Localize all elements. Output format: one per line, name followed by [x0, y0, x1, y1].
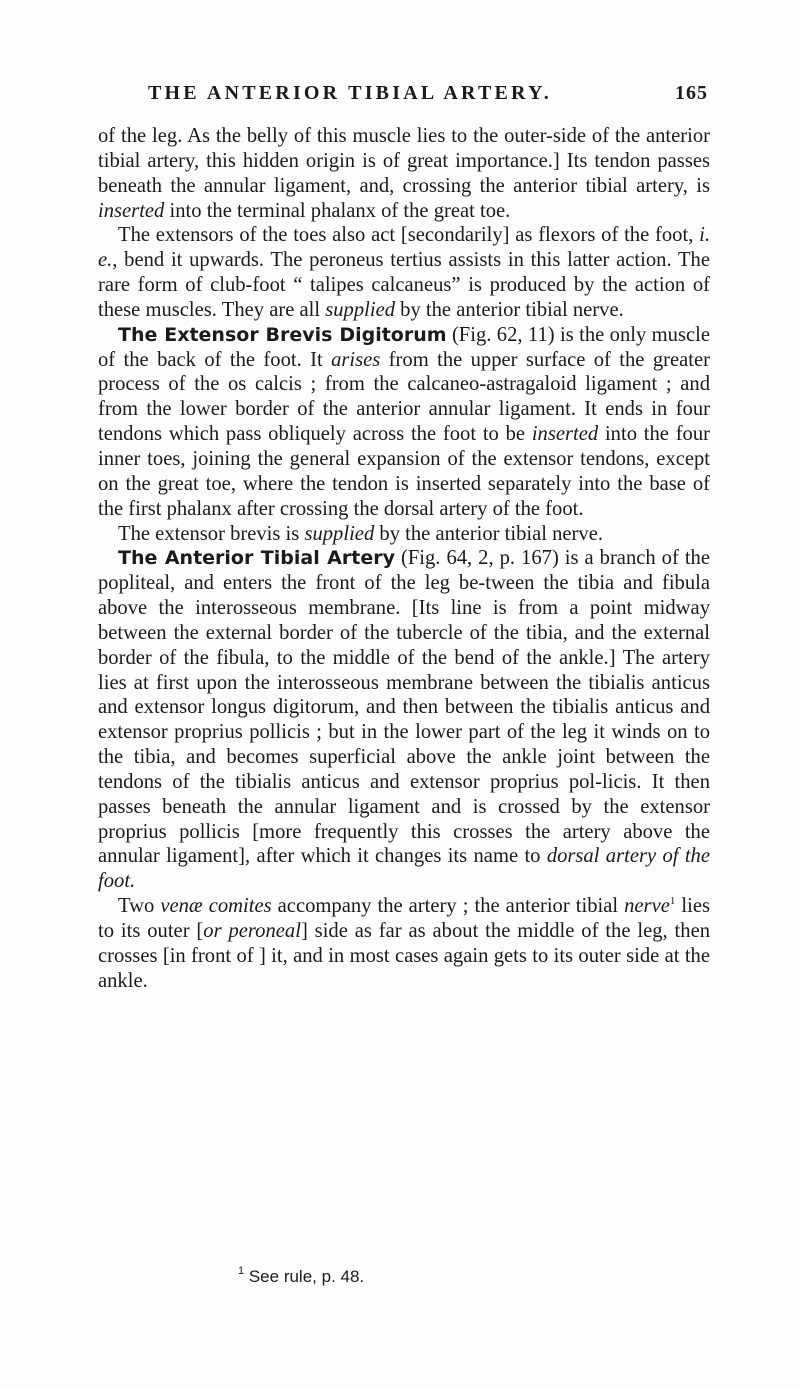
- footnote-reference: 1: [669, 895, 676, 908]
- paragraph-2: [98, 223, 710, 322]
- italic-run: inserted: [98, 199, 165, 222]
- text-run: , bend it upwards. The peroneus tertius assists in this latter action. The rare form of club-foot “ talipes calcaneus” is produced by the action of these muscles. They are all: [98, 249, 710, 321]
- text-run: from the upper surface of the greater process of the os calcis ; from the calcaneo-astragaloid ligament ; and from the lower border of the anterior annular ligament. It ends in four tendons which pass obliquely across the foot to be: [98, 348, 710, 446]
- text-run: into the terminal phalanx of the great toe.: [164, 199, 511, 222]
- italic-run: supplied: [325, 298, 396, 321]
- text-run: The extensor brevis is: [118, 522, 305, 545]
- section-heading: The Extensor Brevis Digitorum: [118, 323, 447, 346]
- text-run: ] side as far as about the middle of the leg, then crosses [in front of ] it, and in most cases again gets to its outer side at the ankle.: [98, 920, 711, 992]
- italic-run: dorsal artery of the foot.: [98, 845, 710, 893]
- text-run: into the four inner toes, joining the general expansion of the extensor tendons, except on the great toe, where the tendon is inserted separately into the base of the first phalanx after crossing the dorsal artery of the foot.: [98, 423, 710, 520]
- section-heading: The Anterior Tibial Artery: [118, 547, 395, 570]
- italic-run: or peroneal: [203, 920, 301, 942]
- running-head: THE ANTERIOR TIBIAL ARTERY.: [148, 82, 552, 104]
- text-run: (Fig. 64, 2, p. 167) is a branch of the popliteal, and enters the front of the leg be-tween the tibia and fibula above the interosseous membrane. [Its line is from a point midway between the external border of the tubercle of the tibia, and the external border of the fibula, to the middle of the bend of the ankle.] The artery lies at first upon the interosseous membrane between the tibialis anticus and extensor longus digitorum, and then between the tibialis anticus and extensor proprius pollicis ; but in the lower part of the leg it winds on to the tibia, and becomes superficial above the ankle joint between the tendons of the tibialis anticus and extensor proprius pol-licis. It then passes beneath the annular ligament and is crossed by the extensor proprius pollicis [more frequently this crosses the artery above the annular ligament], after which it changes its name to: [98, 547, 710, 868]
- text-run: by the anterior tibial nerve.: [395, 298, 624, 321]
- paragraph-4: [98, 522, 710, 547]
- italic-run: nerve: [624, 895, 670, 918]
- paragraph-5: [98, 546, 710, 894]
- text-run: The extensors of the toes also act [secondarily] as flexors of the foot,: [118, 224, 700, 247]
- text-run: of the leg. As the belly of this muscle lies to the outer-side of the anterior tibial artery, this hidden origin is of great importance.] Its tendon passes beneath the annular ligament, and, crossing the anterior tibial artery, is: [98, 125, 710, 197]
- text-run: accompany the artery ; the anterior tibial: [271, 895, 625, 918]
- italic-run: arises: [331, 348, 381, 371]
- footnote: [238, 1267, 364, 1287]
- paragraph-6: [98, 894, 710, 993]
- italic-run: supplied: [304, 522, 375, 545]
- page-body: [98, 124, 710, 994]
- text-run: Two: [118, 895, 161, 918]
- paragraph-1: [98, 124, 710, 223]
- italic-run: venæ comites: [160, 895, 272, 918]
- footnote-mark: 1: [238, 1265, 245, 1277]
- footnote-text: See rule, p. 48.: [244, 1267, 365, 1286]
- text-run: (Fig. 62, 11) is the only muscle of the back of the foot. It: [98, 323, 710, 371]
- page-header: [100, 82, 708, 112]
- italic-run: inserted: [531, 423, 599, 446]
- page-number: 165: [675, 82, 708, 104]
- italic-run: i. e.: [98, 224, 710, 272]
- paragraph-3: [98, 323, 710, 522]
- text-run: by the anterior tibial nerve.: [374, 522, 603, 545]
- text-run: lies to its outer [: [98, 895, 710, 942]
